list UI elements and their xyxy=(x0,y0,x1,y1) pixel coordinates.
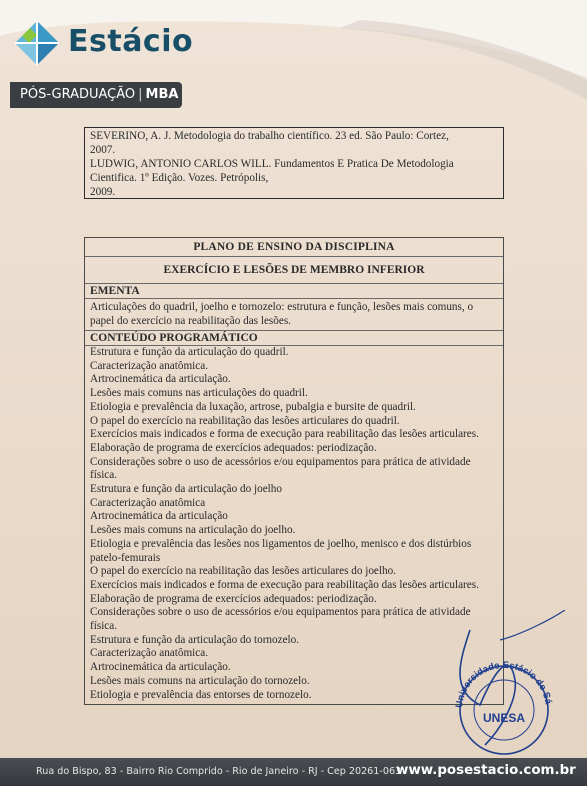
badge-pos-graduacao: PÓS-GRADUAÇÃO xyxy=(20,87,136,102)
badge-mba: MBA xyxy=(145,87,179,102)
discipline-name: EXERCÍCIO E LESÕES DE MEMBRO INFERIOR xyxy=(85,257,503,284)
content-line: Artrocinemática da articulação xyxy=(90,510,228,523)
stamp-arc-text: Universidade Estácio de Sá xyxy=(453,659,554,709)
content-line: Lesões mais comuns nas articulações do quadril. xyxy=(90,387,308,400)
content-line: Elaboração de programa de exercícios adequados: periodização. xyxy=(90,592,377,605)
ementa-text: Articulações do quadril, joelho e tornozelo: estrutura e função, lesões mais comuns, o papel do exercício na reabilitação das lesões. xyxy=(85,299,503,331)
reference-line: Cientifica. 1º Edição. Vozes. Petrópolis, xyxy=(90,172,269,184)
content-line: Etiologia e prevalência das lesões nos ligamentos de joelho, menisco e dos distúrbios patelo-femurais xyxy=(90,537,472,564)
content-line: Caracterização anatômica. xyxy=(90,359,209,372)
content-line: Estrutura e função da articulação do tornozelo. xyxy=(90,633,300,646)
footer-website-link[interactable]: www.posestacio.com.br xyxy=(396,763,576,778)
badge-separator: | xyxy=(138,87,143,102)
content-line: Etiologia e prevalência das entorses de tornozelo. xyxy=(90,688,312,701)
content-line: O papel do exercício na reabilitação das lesões articulares do joelho. xyxy=(90,565,396,578)
content-line: Etiologia e prevalência da luxação, artrose, pubalgia e bursite de quadril. xyxy=(90,400,416,413)
stamp-center-text: UNESA xyxy=(482,711,526,725)
content-heading: CONTEÚDO PROGRAMÁTICO xyxy=(85,331,503,346)
content-line: Considerações sobre o uso de acessórios e/ou equipamentos para prática de atividade física. xyxy=(90,455,471,482)
program-badge xyxy=(10,82,182,108)
footer-address: Rua do Bispo, 83 - Bairro Rio Comprido - Rio de Janeiro - RJ - Cep 20261-063 xyxy=(36,766,402,777)
content-line: Considerações sobre o uso de acessórios e/ou equipamentos para prática de atividade física. xyxy=(90,606,471,633)
university-stamp xyxy=(440,610,570,760)
content-line: Exercícios mais indicados e forma de execução para reabilitação das lesões articulares. xyxy=(90,428,479,441)
content-line: Estrutura e função da articulação do joelho xyxy=(90,483,282,496)
content-line: Artrocinemática da articulação. xyxy=(90,373,231,386)
content-line: Exercícios mais indicados e forma de execução para reabilitação das lesões articulares. xyxy=(90,578,479,591)
estacio-diamond-icon xyxy=(14,20,60,66)
content-line: Caracterização anatômica xyxy=(90,496,206,509)
references-box xyxy=(84,127,504,199)
content-line: Lesões mais comuns na articulação do tornozelo. xyxy=(90,674,310,687)
content-line: Lesões mais comuns na articulação do joelho. xyxy=(90,524,296,537)
content-line: Artrocinemática da articulação. xyxy=(90,661,231,674)
plan-title: PLANO DE ENSINO DA DISCIPLINA xyxy=(85,238,503,257)
content-line: Estrutura e função da articulação do quadril. xyxy=(90,346,289,358)
content-line: Caracterização anatômica. xyxy=(90,647,209,660)
signature-stroke xyxy=(500,610,565,640)
content-line: Elaboração de programa de exercícios adequados: periodização. xyxy=(90,441,377,454)
reference-line: 2007. xyxy=(90,144,116,156)
stamp-inner-ring xyxy=(474,680,534,740)
reference-line: SEVERINO, A. J. Metodologia do trabalho científico. 23 ed. São Paulo: Cortez, xyxy=(90,130,449,142)
reference-line: LUDWIG, ANTONIO CARLOS WILL. Fundamentos E Pratica De Metodologia xyxy=(90,158,454,170)
reference-line: 2009. xyxy=(90,186,116,198)
content-line: O papel do exercício na reabilitação das lesões articulares do quadril. xyxy=(90,414,400,427)
ementa-heading: EMENTA xyxy=(85,284,503,299)
brand-name: Estácio xyxy=(68,24,194,59)
page-footer xyxy=(0,758,587,786)
